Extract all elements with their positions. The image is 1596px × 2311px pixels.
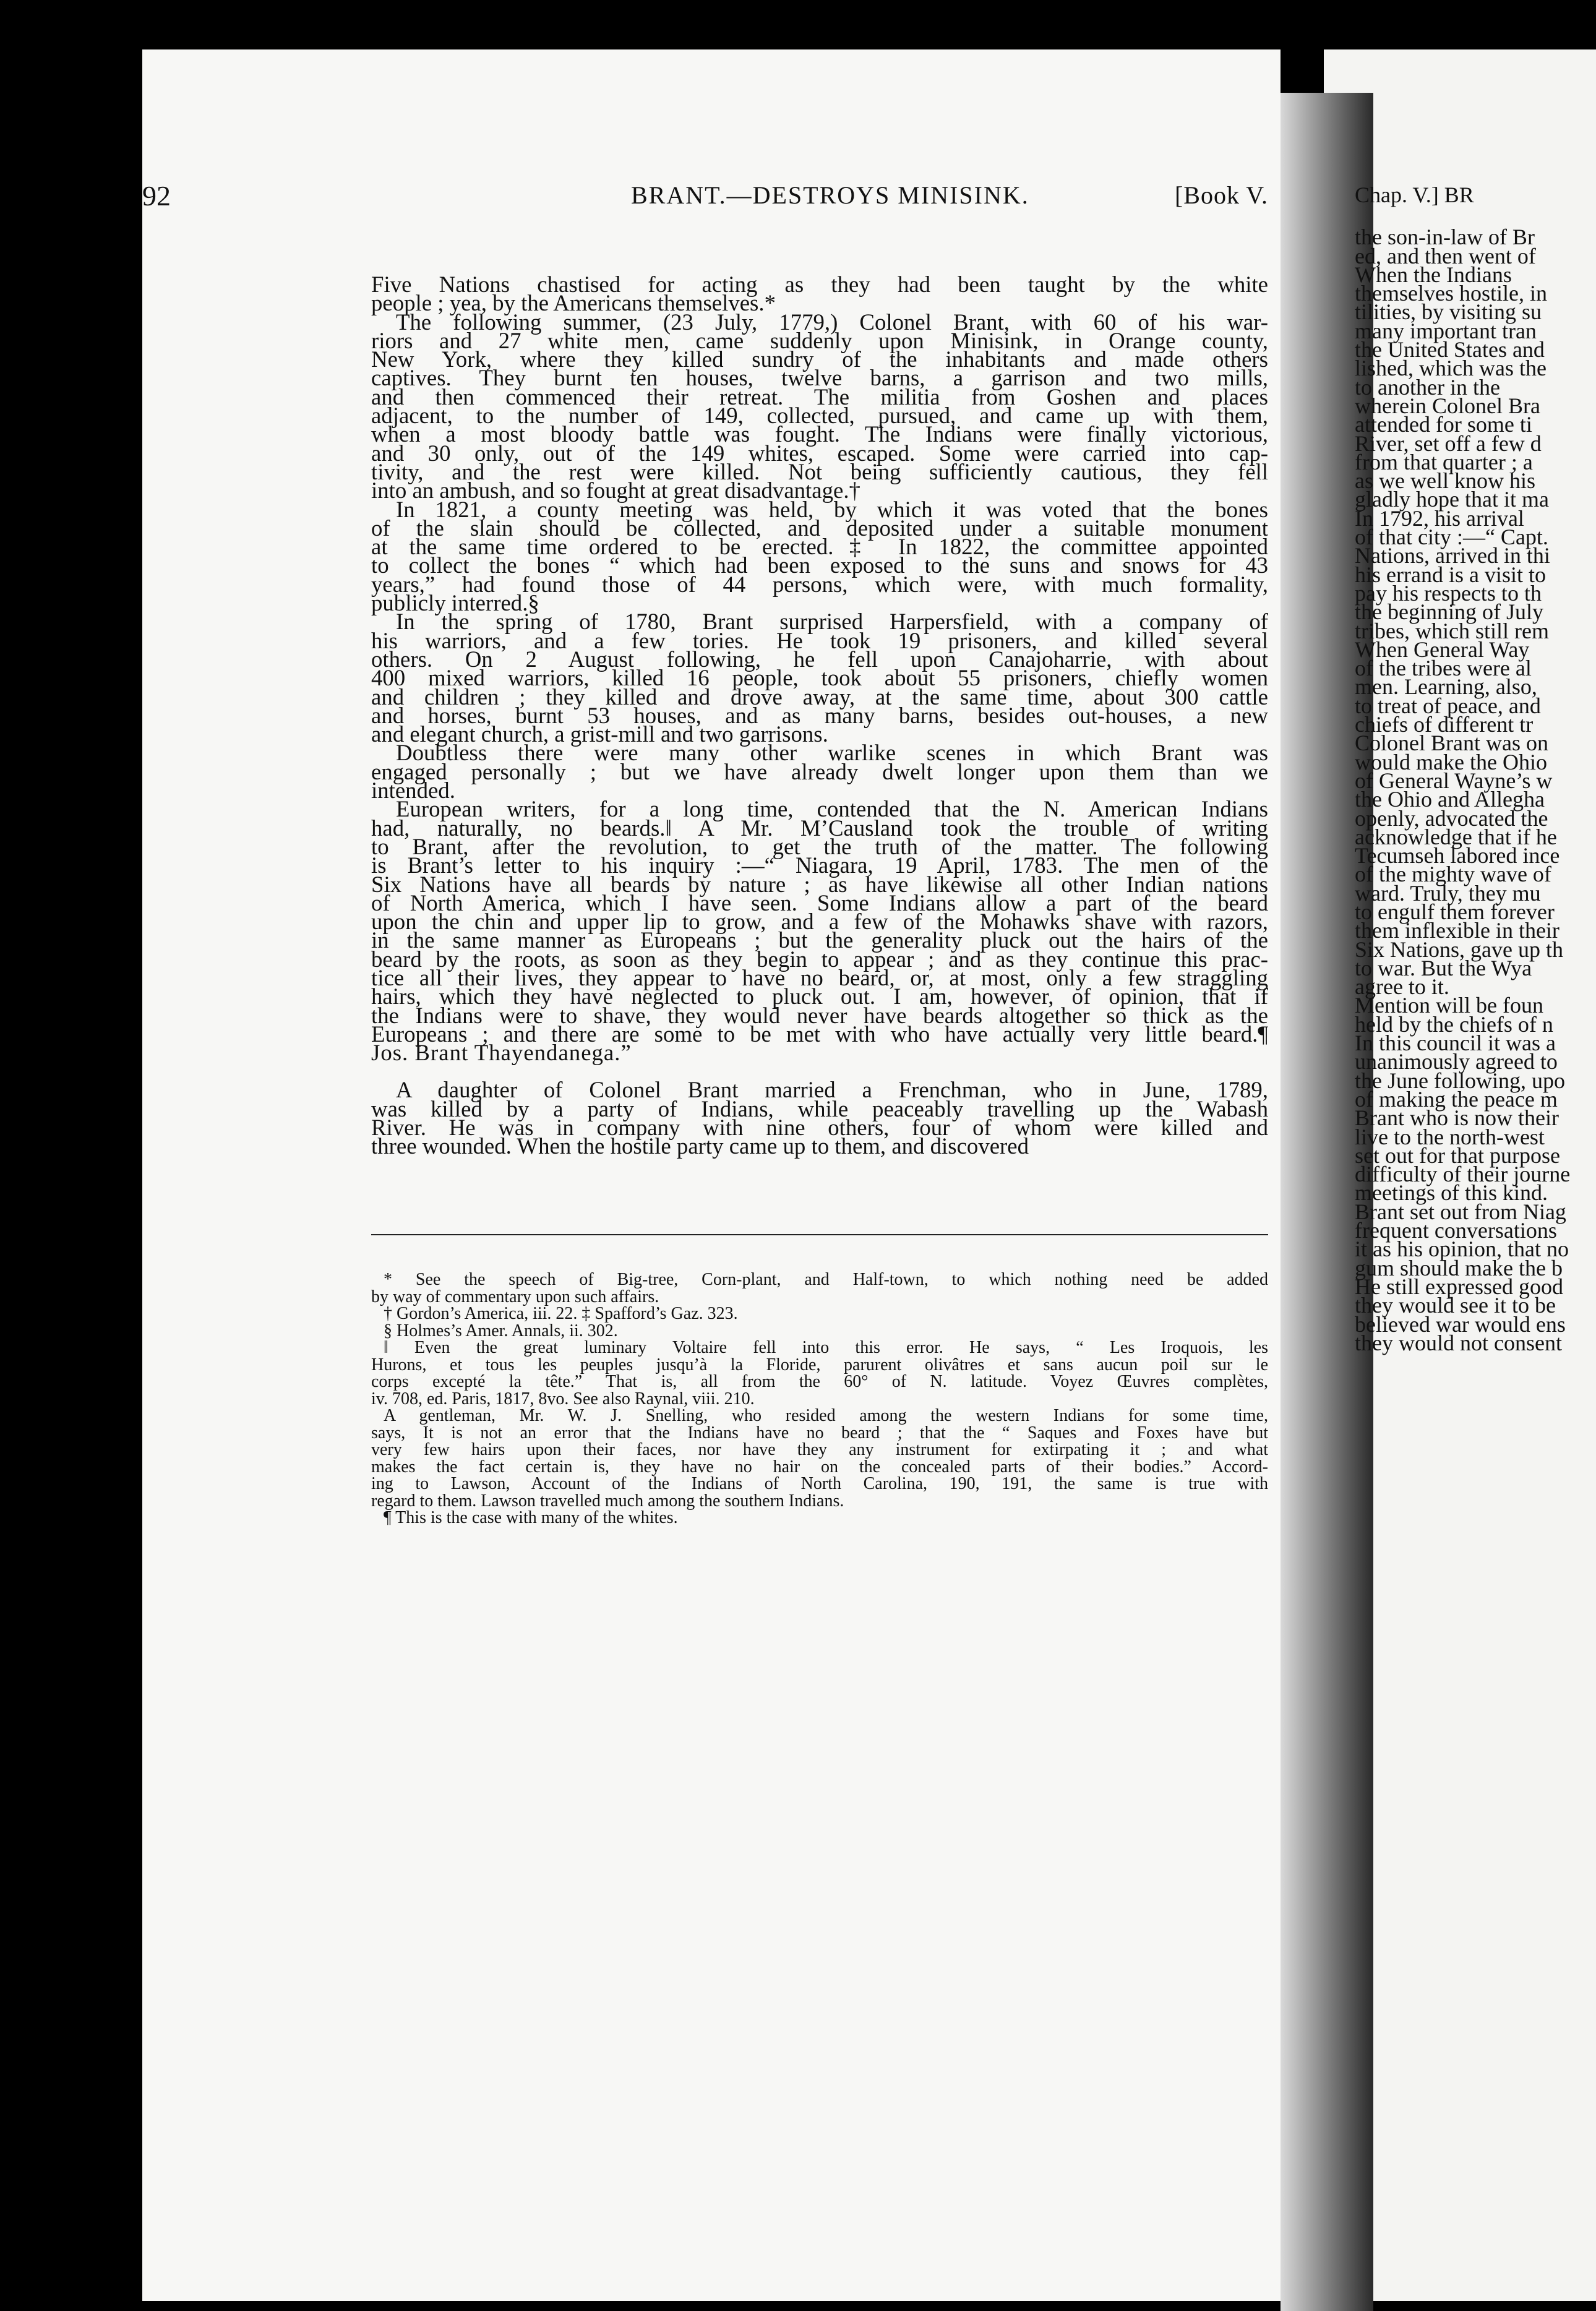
- signature-line: Jos. Brant Thayendanega.”: [371, 1040, 632, 1066]
- text-line: New York, where they killed sundry of the inhabitants and made others: [371, 346, 1268, 372]
- right-page-line: as we well know his: [1355, 468, 1535, 494]
- right-page-line: his errand is a visit to: [1355, 562, 1546, 587]
- footnote-line: ‖ Even the great luminary Voltaire fell into this error. He says, “ Les Iroquois, les: [384, 1338, 1268, 1357]
- right-page-line: ed, and then went of: [1355, 243, 1536, 268]
- text-line: Six Nations have all beards by nature ; as have likewise all other Indian nations: [371, 871, 1268, 897]
- right-page-line: to treat of peace, and: [1355, 693, 1541, 718]
- footnote-line: ¶ This is the case with many of the whites.: [384, 1508, 678, 1527]
- right-page-line: meetings of this kind.: [1355, 1180, 1548, 1206]
- footnote-line: corps excepté la tête.” That is, all from the 60° of N. latitude. Voyez Œuvres complètes,: [371, 1372, 1268, 1391]
- right-page-line: of making the peace m: [1355, 1086, 1558, 1112]
- right-page-line: unanimously agreed to: [1355, 1049, 1558, 1074]
- text-line: publicly interred.§: [371, 590, 539, 616]
- text-line: 400 mixed warriors, killed 16 people, took about 55 prisoners, chiefly women: [371, 665, 1268, 691]
- text-line: tice all their lives, they appear to have no beard, or, at most, only a few straggling: [371, 964, 1268, 990]
- right-page-line: tilities, by visiting su: [1355, 299, 1542, 325]
- text-line: and then commenced their retreat. The militia from Goshen and places: [371, 384, 1268, 409]
- right-page-line: Tecumseh labored ince: [1355, 843, 1560, 868]
- right-page-line: Colonel Brant was on: [1355, 731, 1548, 756]
- right-page-line: pay his respects to th: [1355, 580, 1542, 606]
- right-page-line: to engulf them forever: [1355, 899, 1555, 924]
- text-line: in the same manner as Europeans ; but the generality pluck out the hairs of the: [371, 927, 1268, 953]
- text-line: Five Nations chastised for acting as they had been taught by the white: [371, 272, 1268, 297]
- right-page-line: River, set off a few d: [1355, 431, 1542, 456]
- right-page-line: they would see it to be: [1355, 1293, 1556, 1318]
- text-line: into an ambush, and so fought at great disadvantage.†: [371, 478, 860, 504]
- right-page-line: it as his opinion, that no: [1355, 1237, 1569, 1262]
- text-line: upon the chin and upper lip to grow, and a few of the Mohawks shave with razors,: [371, 909, 1268, 935]
- text-line: had, naturally, no beards.‖ A Mr. M’Causland took the trouble of writing: [371, 815, 1268, 841]
- right-page-line: of that city :—“ Capt.: [1355, 525, 1548, 550]
- text-line: to Brant, after the revolution, to get the truth of the matter. The following: [371, 833, 1268, 859]
- text-line: beard by the roots, as soon as they begin to appear ; and as they continue this prac-: [371, 946, 1268, 972]
- right-page-line: to another in the: [1355, 374, 1500, 400]
- text-line: tivity, and the rest were killed. Not being sufficiently cautious, they fell: [371, 458, 1268, 484]
- text-line: others. On 2 August following, he fell upon Canajoharrie, with about: [371, 646, 1268, 672]
- right-page-line: of the tribes were al: [1355, 656, 1532, 681]
- text-line: his warriors, and a few tories. He took 19 prisoners, and killed several: [371, 627, 1268, 653]
- right-page-line: tribes, which still rem: [1355, 618, 1549, 643]
- right-page-line: believed war would ens: [1355, 1311, 1566, 1337]
- text-line: of North America, which I have seen. Some Indians allow a part of the beard: [371, 890, 1268, 915]
- text-line: adjacent, to the number of 149, collected, pursued, and came up with them,: [371, 403, 1268, 429]
- right-page-line: chiefs of different tr: [1355, 712, 1534, 737]
- right-page-line: the June following, upo: [1355, 1068, 1565, 1093]
- right-page-line: gum should make the b: [1355, 1255, 1563, 1280]
- right-page-line: the beginning of July: [1355, 599, 1543, 625]
- right-page-line: attended for some ti: [1355, 412, 1532, 437]
- right-page-line: When General Way: [1355, 637, 1530, 662]
- text-line: to collect the bones “ which had been exposed to the suns and snows for 43: [371, 552, 1268, 578]
- text-line: River. He was in company with nine others, four of whom were killed and: [371, 1115, 1268, 1141]
- text-line: was killed by a party of Indians, while peaceably travelling up the Wabash: [371, 1095, 1268, 1121]
- text-line: captives. They burnt ten houses, twelve barns, a garrison and two mills,: [371, 365, 1268, 391]
- right-page-line: the United States and: [1355, 337, 1545, 362]
- footnote-line: A gentleman, Mr. W. J. Snelling, who resided among the western Indians for some time,: [384, 1406, 1268, 1425]
- footnote-line: ing to Lawson, Account of the Indians of North Carolina, 190, 191, the same is true with: [371, 1474, 1268, 1493]
- right-page-text: [1355, 182, 1596, 1355]
- right-page-line: gladly hope that it ma: [1355, 487, 1549, 512]
- footnote-rule: [371, 1234, 1268, 1235]
- text-line: In 1821, a county meeting was held, by which it was voted that the bones: [396, 496, 1268, 522]
- right-page-line: lished, which was the: [1355, 356, 1547, 381]
- right-page-line: the Ohio and Allegha: [1355, 787, 1545, 812]
- footnote-line: says, It is not an error that the Indians have no beard ; that the “ Saques and Foxes have but: [371, 1423, 1268, 1443]
- text-line: the Indians were to shave, they would never have beards altogether so thick as the: [371, 1002, 1268, 1028]
- right-page-line: they would not consent: [1355, 1330, 1562, 1355]
- right-page-line: themselves hostile, in: [1355, 281, 1547, 306]
- footnote-line: regard to them. Lawson travelled much among the southern Indians.: [371, 1491, 844, 1511]
- footnote-line: very few hairs upon their faces, nor have they any instrument for extirpating it ; and what: [371, 1440, 1268, 1459]
- right-page-line: would make the Ohio: [1355, 749, 1547, 774]
- text-line: engaged personally ; but we have already dwelt longer upon them than we: [371, 758, 1268, 784]
- main-text: [371, 272, 1268, 1159]
- right-page-line: He still expressed good: [1355, 1274, 1563, 1299]
- footnote-line: § Holmes’s Amer. Annals, ii. 302.: [384, 1321, 618, 1340]
- text-line: three wounded. When the hostile party came up to them, and discovered: [371, 1133, 1029, 1159]
- right-page-line: held by the chiefs of n: [1355, 1011, 1553, 1037]
- text-line: at the same time ordered to be erected.‡ In 1822, the committee appointed: [371, 534, 1268, 560]
- right-page-line: wherein Colonel Bra: [1355, 393, 1540, 418]
- right-page-line: In this council it was a: [1355, 1031, 1556, 1056]
- right-page-line: openly, advocated the: [1355, 805, 1548, 831]
- right-page-line: them inflexible in their: [1355, 918, 1560, 943]
- footnote-line: † Gordon’s America, iii. 22. ‡ Spafford’s Gaz. 323.: [384, 1304, 738, 1323]
- right-page-line: to war. But the Wya: [1355, 955, 1532, 980]
- footnote-line: makes the fact certain is, they have no hair on the concealed parts of their bodies.” Accord-: [371, 1457, 1268, 1477]
- text-line: and 30 only, out of the 149 whites, escaped. Some were carried into cap-: [371, 440, 1268, 466]
- right-page-line: from that quarter ; a: [1355, 449, 1533, 474]
- text-line: In the spring of 1780, Brant surprised Harpersfield, with a company of: [396, 609, 1268, 635]
- right-page-line: ward. Truly, they mu: [1355, 880, 1541, 906]
- footnotes: [371, 1271, 1268, 1527]
- right-page-line: many important tran: [1355, 318, 1537, 343]
- right-page-line: agree to it.: [1355, 974, 1449, 1000]
- text-line: is Brant’s letter to his inquiry :—“ Niagara, 19 April, 1783. The men of the: [371, 852, 1268, 878]
- text-line: A daughter of Colonel Brant married a Frenchman, who in June, 1789,: [396, 1077, 1268, 1103]
- text-line: and horses, burnt 53 houses, and as many barns, besides out-houses, a new: [371, 702, 1268, 728]
- text-line: and elegant church, a grist-mill and two garrisons.: [371, 721, 828, 747]
- right-page-line: set out for that purpose: [1355, 1143, 1560, 1168]
- text-line: of the slain should be collected, and deposited under a suitable monument: [371, 515, 1268, 541]
- right-page-line: men. Learning, also,: [1355, 674, 1537, 700]
- text-line: years,” had found those of 44 persons, which were, with much formality,: [371, 571, 1268, 597]
- right-page-line: acknowledge that if he: [1355, 824, 1557, 849]
- text-line: The following summer, (23 July, 1779,) Colonel Brant, with 60 of his war-: [396, 309, 1268, 335]
- book-label: [Book V.: [1174, 181, 1268, 209]
- right-page-line: When the Indians: [1355, 262, 1512, 287]
- footnote-line: iv. 708, ed. Paris, 1817, 8vo. See also Raynal, viii. 210.: [371, 1389, 755, 1408]
- text-line: Europeans ; and there are some to be met with who have actually very little beard.¶: [371, 1021, 1268, 1047]
- right-page-line: Nations, arrived in thi: [1355, 543, 1550, 568]
- text-line: hairs, which they have neglected to pluck out. I am, however, of opinion, that if: [371, 984, 1268, 1010]
- page-number: 92: [142, 180, 171, 212]
- right-page-line: Brant set out from Niag: [1355, 1199, 1566, 1224]
- text-line: riors and 27 white men, came suddenly upon Minisink, in Orange county,: [371, 327, 1268, 353]
- right-page-line: of the mighty wave of: [1355, 862, 1551, 887]
- right-page-line: frequent conversations: [1355, 1218, 1557, 1243]
- right-page-header: Chap. V.] BR: [1355, 182, 1474, 207]
- footnote-line: Hurons, et tous les peuples jusqu’à la Floride, parurent olivâtres et sans aucun poil sur le: [371, 1355, 1268, 1374]
- text-line: and children ; they killed and drove away, at the same time, about 300 cattle: [371, 684, 1268, 710]
- running-title: BRANT.—DESTROYS MINISINK.: [631, 181, 1029, 209]
- right-page-line: of General Wayne’s w: [1355, 768, 1553, 793]
- right-page-line: Brant who is now their: [1355, 1105, 1559, 1131]
- text-line: people ; yea, by the Americans themselves.*: [371, 290, 776, 316]
- right-page-line: live to the north-west: [1355, 1124, 1545, 1149]
- text-line: when a most bloody battle was fought. The Indians were finally victorious,: [371, 421, 1268, 447]
- right-page-line: Six Nations, gave up th: [1355, 937, 1563, 962]
- text-line: European writers, for a long time, contended that the N. American Indians: [396, 796, 1268, 822]
- footnote-line: by way of commentary upon such affairs.: [371, 1287, 659, 1306]
- right-page-line: Mention will be foun: [1355, 993, 1543, 1018]
- footnote-line: * See the speech of Big-tree, Corn-plant, and Half-town, to which nothing need be added: [384, 1270, 1268, 1289]
- right-page-line: the son-in-law of Br: [1355, 225, 1535, 250]
- right-page-line: In 1792, his arrival: [1355, 505, 1524, 531]
- text-line: Doubtless there were many other warlike scenes in which Brant was: [396, 740, 1268, 766]
- right-page-line: difficulty of their journe: [1355, 1162, 1571, 1187]
- text-line: intended.: [371, 778, 455, 804]
